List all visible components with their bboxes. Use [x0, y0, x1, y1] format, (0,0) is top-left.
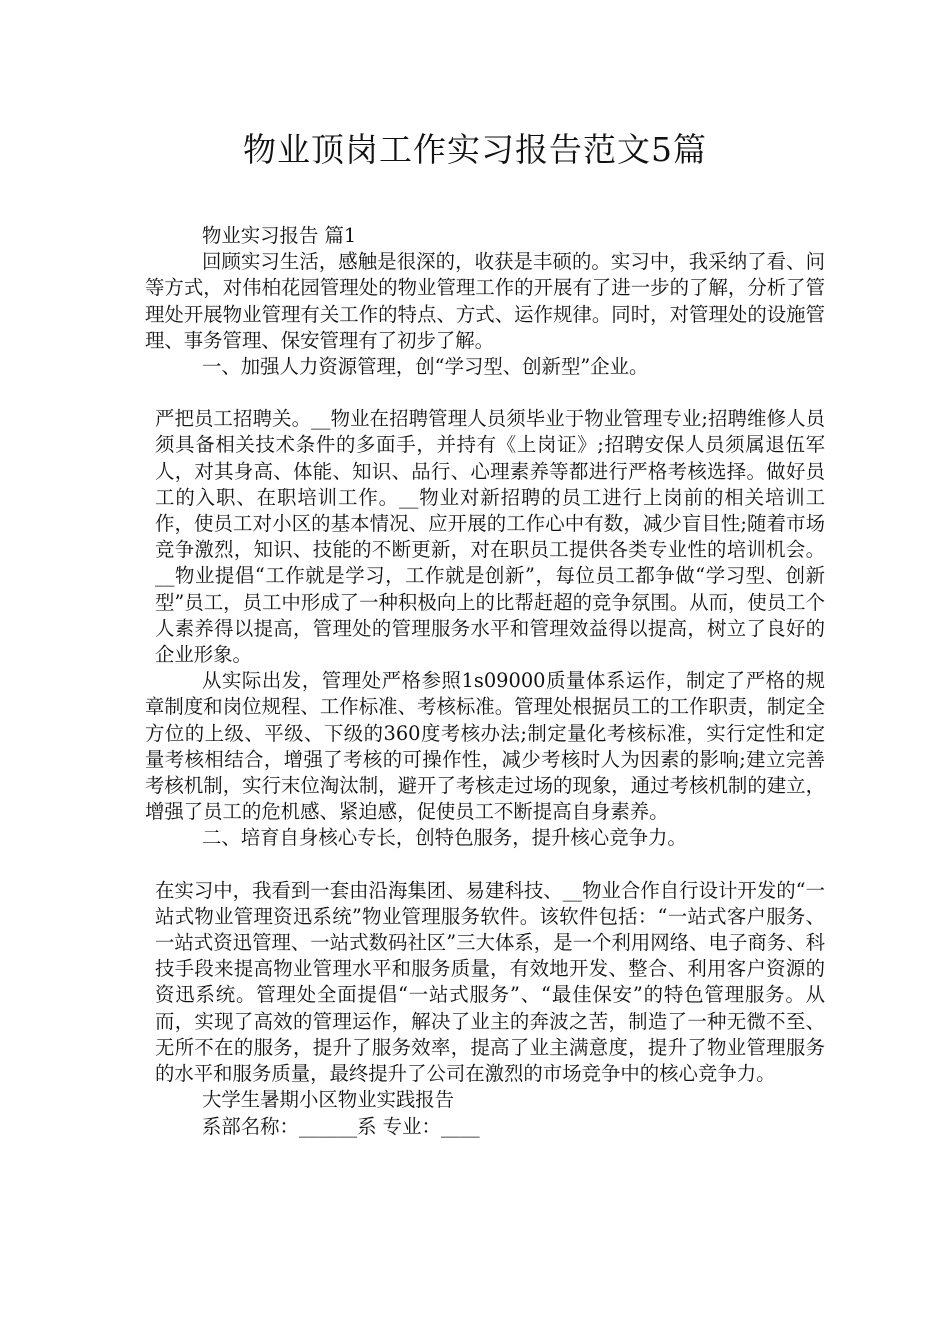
section-heading: 物业实习报告 篇1	[202, 224, 357, 247]
paragraph-gap	[145, 852, 825, 878]
paragraph-gap	[145, 380, 825, 406]
paragraph: 在实习中，我看到一套由沿海集团、易建科技、__物业合作自行设计开发的“一站式物业管理资迅系统”物业管理服务软件。该软件包括：“一站式客户服务、一站式资迅管理、一站式数码社区”三大体系，是一个利用网络、电子商务、科技手段来提高物业管理水平和服务质量，有效地开发、整合、利用客户资源的资迅系统。管理处全面提倡“一站式服务”、“最佳保安”的特色管理服务。从而，实现了高效的管理运作，解决了业主的奔波之苦，制造了一种无微不至、无所不在的服务，提升了服务效率，提高了业主满意度，提升了物业管理服务的水平和服务质量，最终提升了公司在激烈的市场竞争中的核心竞争力。	[155, 878, 825, 1086]
paragraph: 回顾实习生活，感触是很深的，收获是丰硕的。实习中，我采纳了看、问等方式，对伟柏花园管理处的物业管理工作的开展有了进一步的了解，分析了管理处开展物业管理有关工作的特点、方式、运作规律。同时，对管理处的设施管理、事务管理、保安管理有了初步了解。	[145, 250, 825, 352]
paragraph: 严把员工招聘关。__物业在招聘管理人员须毕业于物业管理专业;招聘维修人员须具备相关技术条件的多面手，并持有《上岗证》;招聘安保人员须属退伍军人，对其身高、体能、知识、品行、心理素养等都进行严格考核选择。做好员工的入职、在职培训工作。__物业对新招聘的员工进行上岗前的相关培训工作，使员工对小区的基本情况、应开展的工作心中有数，减少盲目性;随着市场竞争激烈，知识、技能的不断更新，对在职员工提供各类专业性的培训机会。__物业提倡“工作就是学习，工作就是创新”，每位员工都争做“学习型、创新型”员工，员工中形成了一种积极向上的比帮赶超的竞争氛围。从而，使员工个人素养得以提高，管理处的管理服务水平和管理效益得以提高，树立了良好的企业形象。	[155, 407, 825, 667]
paragraph: 从实际出发，管理处严格参照1s09000质量体系运作，制定了严格的规章制度和岗位规程、工作标准、考核标准。管理处根据员工的工作职责，制定全方位的上级、平级、下级的360度考核办法;制定量化考核标准，实行定性和定量考核相结合，增强了考核的可操作性，减少考核时人为因素的影响;建立完善考核机制，实行末位淘汰制，避开了考核走过场的现象，通过考核机制的建立，增强了员工的危机感、紧迫感，促使员工不断提高自身素养。	[145, 669, 825, 824]
section-heading: 大学生暑期小区物业实践报告	[202, 1088, 455, 1112]
section-heading: 一、加强人力资源管理，创“学习型、创新型”企业。	[202, 355, 649, 379]
form-line: 系部名称：______系 专业：____	[202, 1114, 480, 1138]
section-heading: 二、培育自身核心专长，创特色服务，提升核心竞争力。	[202, 826, 687, 850]
document-title: 物业顶岗工作实习报告范文5篇	[243, 130, 707, 169]
document-body	[145, 223, 825, 1140]
